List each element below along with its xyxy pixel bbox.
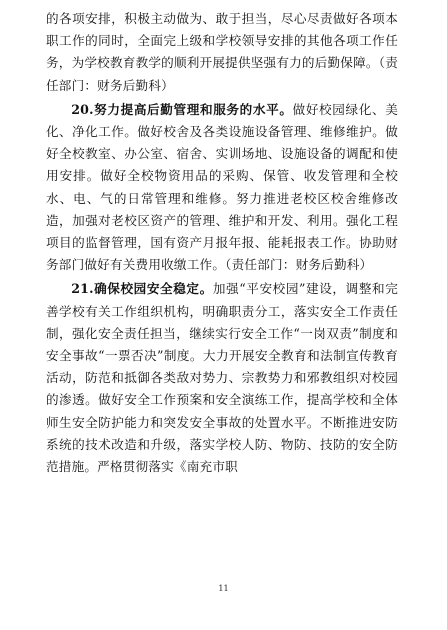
section-20-body: 做好校园绿化、美化、净化工作。做好校舍及各类设施设备管理、维修维护。做好全校教室、办公室、宿舍、实训场地、设施设备的调配和使用安排。做好全校物资用品的采购、保管、收发管理和全校水、电、气的日常管理和维修。努力推进老校区校舍维修改造，加强对老校区资产的管理、维护和开发、利用。强化工程项目的监督管理，国有资产月报年报、能耗报表工作。协助财务部门做好有关费用收缴工作。（责任部门：财务后勤科）	[46, 101, 398, 273]
section-20-paragraph	[46, 99, 398, 277]
page-number: 11	[218, 584, 229, 593]
section-21-paragraph	[46, 278, 398, 478]
paragraph-continued: 的各项安排，积极主动做为、敢于担当，尽心尽责做好各项本职工作的同时，全面完上级和学校领导安排的其他各项工作任务，为学校教育教学的顺利开展提供坚强有力的后勤保障。（责任部门：财务后勤科）	[46, 11, 398, 93]
document-body	[46, 8, 398, 478]
section-20-heading: 20.努力提高后勤管理和服务的水平。	[71, 101, 293, 117]
section-21-body: 加强“平安校园”建设，调整和完善学校有关工作组织机构，明确职责分工，落实安全工作责任制，强化安全责任担当，继续实行安全工作“一岗双责”制度和安全事故“一票否决”制度。大力开展安全教育和法制宣传教育活动，防范和抵御各类敌对势力、宗教势力和邪教组织对校园的渗透。做好安全工作预案和安全演练工作，提高学校和全体师生安全防护能力和突发安全事故的处置水平。不断推进安防系统的技术改造和升级，落实学校人防、物防、技防的安全防范措施。严格贯彻落实《南充市职	[46, 281, 398, 475]
section-21-heading: 21.确保校园安全稳定。	[71, 281, 213, 297]
